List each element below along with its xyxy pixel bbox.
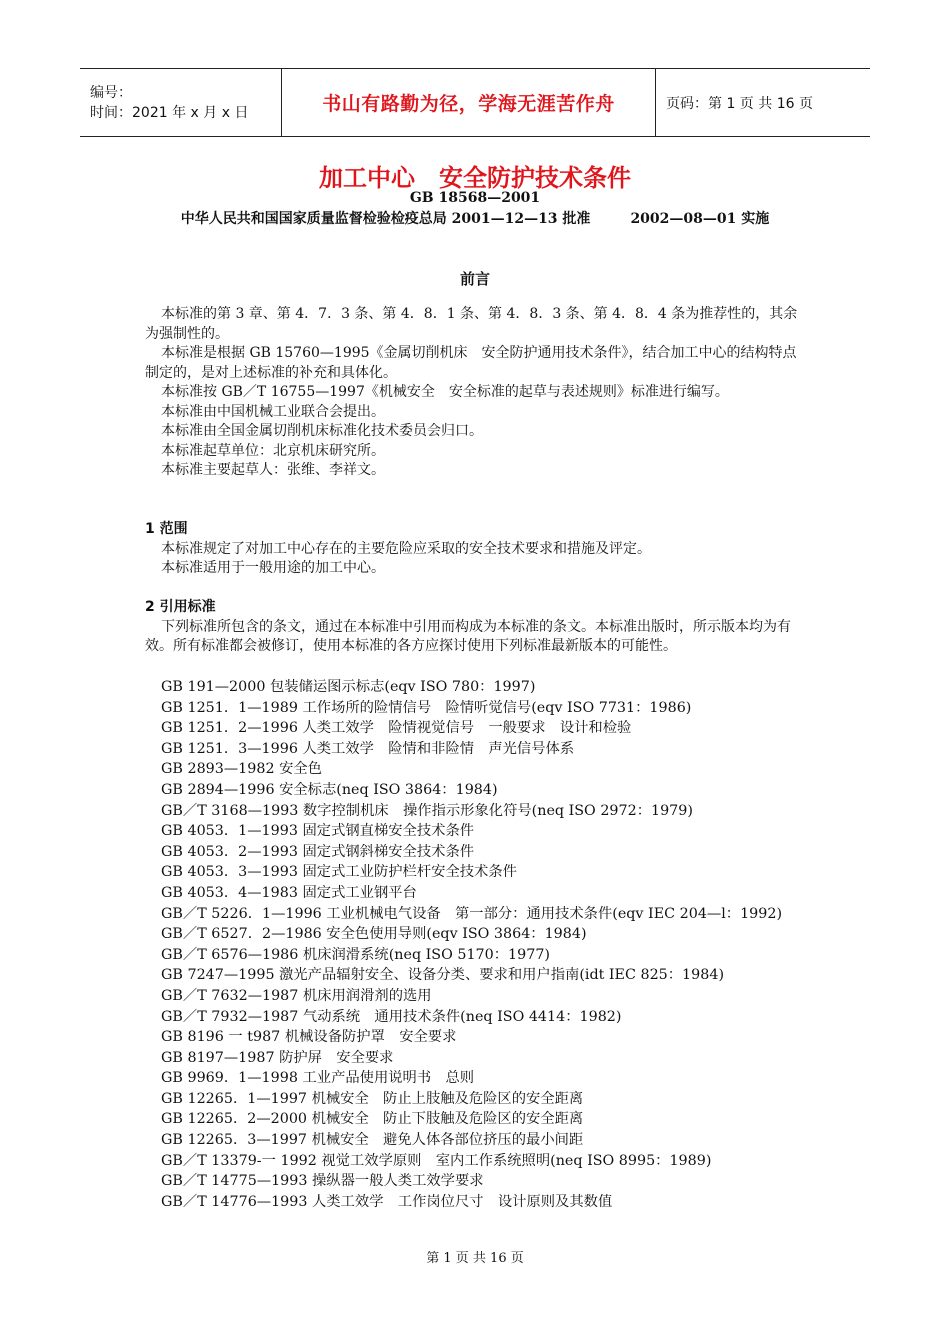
reference-item: GB／T 7932—1987 气动系统 通用技术条件(neq ISO 4414：1982) [161,1008,622,1025]
reference-item: GB／T 7632—1987 机床用润滑剂的选用 [161,987,432,1004]
reference-item: GB／T 3168—1993 数字控制机床 操作指示形象化符号(neq ISO 2972：1979) [161,802,693,819]
reference-item: GB 12265．1—1997 机械安全 防止上肢触及危险区的安全距离 [161,1090,584,1107]
approval-line [0,208,950,228]
date-label: 时间：2021 年 x 月 x 日 [90,104,249,121]
page-footer: 第 1 页 共 16 页 [426,1251,524,1266]
preface-paragraph: 本标准的第 3 章、第 4．7．3 条、第 4．8．1 条、第 4．8．3 条、第 4．8．4 条为推荐性的，其余为强制性的。 [145,306,798,342]
header-page-info: 页码：第 1 页 共 16 页 [666,95,813,112]
section-heading: 1 范围 [145,521,188,537]
preface-paragraph: 本标准按 GB／T 16755—1997《机械安全 安全标准的起草与表述规则》标准进行编写。 [161,384,729,400]
page-header [80,68,870,137]
reference-item: GB 4053．1—1993 固定式钢直梯安全技术条件 [161,823,475,840]
section-heading: 2 引用标准 [145,599,216,615]
reference-item: GB 7247—1995 激光产品辐射安全、设备分类、要求和用户指南(idt IEC 825：1984) [161,967,725,984]
reference-item: GB 1251．3—1996 人类工效学 险情和非险情 声光信号体系 [161,740,575,757]
section-paragraph: 本标准规定了对加工中心存在的主要危险应采取的安全技术要求和措施及评定。 [161,540,651,557]
reference-item: GB 4053．2—1993 固定式钢斜梯安全技术条件 [161,843,475,860]
section-intro: 下列标准所包含的条文，通过在本标准中引用而构成为本标准的条文。本标准出版时，所示版本均为有效。所有标准都会被修订，使用本标准的各方应探讨使用下列标准最新版本的可能性。 [145,618,791,654]
section-references [145,598,810,657]
reference-item: GB／T 13379-一 1992 视觉工效学原则 室内工作系统照明(neq ISO 8995：1989) [161,1152,712,1169]
reference-item: GB／T 6576—1986 机床润滑系统(neq ISO 5170：1977) [161,946,550,963]
preface-paragraph: 本标准是根据 GB 15760—1995《金属切削机床 安全防护通用技术条件》，结合加工中心的结构特点制定的，是对上述标准的补充和具体化。 [145,345,797,381]
reference-item: GB 1251．1—1989 工作场所的险情信号 险情听觉信号(eqv ISO 7731：1986) [161,699,692,716]
reference-item: GB 4053．3—1993 固定式工业防护栏杆安全技术条件 [161,864,517,881]
reference-item: GB 1251．2—1996 人类工效学 险情视觉信号 一般要求 设计和检验 [161,720,632,737]
approval-text: 中华人民共和国国家质量监督检验检疫总局 2001—12—13 批准 [180,211,591,227]
preface-paragraph: 本标准起草单位：北京机床研究所。 [161,442,385,459]
reference-item: GB 191—2000 包装储运图示标志(eqv ISO 780：1997) [161,679,536,695]
motto: 书山有路勤为径，学海无涯苦作舟 [322,93,615,115]
reference-item: GB 12265．3—1997 机械安全 避免人体各部位挤压的最小间距 [161,1132,584,1149]
reference-list [145,677,810,1212]
preface-body [145,305,810,481]
standard-number: GB 18568—2001 [409,190,541,206]
document-title: 加工中心 安全防护技术条件 [319,164,631,192]
reference-item: GB 8197—1987 防护屏 安全要求 [161,1049,394,1066]
preface-heading: 前言 [459,270,490,288]
reference-item: GB／T 14776—1993 人类工效学 工作岗位尺寸 设计原则及其数值 [161,1193,613,1210]
header-motto-cell [282,69,656,136]
header-meta [80,69,282,136]
code-label: 编号： [90,84,132,101]
reference-item: GB 12265．2—2000 机械安全 防止下肢触及危险区的安全距离 [161,1111,584,1128]
section-paragraph: 本标准适用于一般用途的加工中心。 [161,560,385,576]
preface-paragraph: 本标准主要起草人：张维、李祥文。 [161,462,385,478]
section-scope [145,520,810,579]
reference-item: GB 2894—1996 安全标志(neq ISO 3864：1984) [161,781,498,798]
reference-item: GB 8196 一 t987 机械设备防护罩 安全要求 [161,1029,457,1046]
preface-paragraph: 本标准由中国机械工业联合会提出。 [161,403,385,420]
effective-date: 2002—08—01 实施 [630,211,770,227]
reference-item: GB／T 14775—1993 操纵器一般人类工效学要求 [161,1173,484,1190]
reference-item: GB 9969．1—1998 工业产品使用说明书 总则 [161,1070,475,1087]
reference-item: GB／T 6527．2—1986 安全色使用导则(eqv ISO 3864：1984) [161,926,587,943]
preface-paragraph: 本标准由全国金属切削机床标准化技术委员会归口。 [161,423,483,439]
reference-item: GB 4053．4—1983 固定式工业钢平台 [161,884,417,901]
reference-item: GB 2893—1982 安全色 [161,761,322,778]
reference-item: GB／T 5226．1—1996 工业机械电气设备 第一部分：通用技术条件(eqv IEC 204—l：1992) [161,905,783,922]
